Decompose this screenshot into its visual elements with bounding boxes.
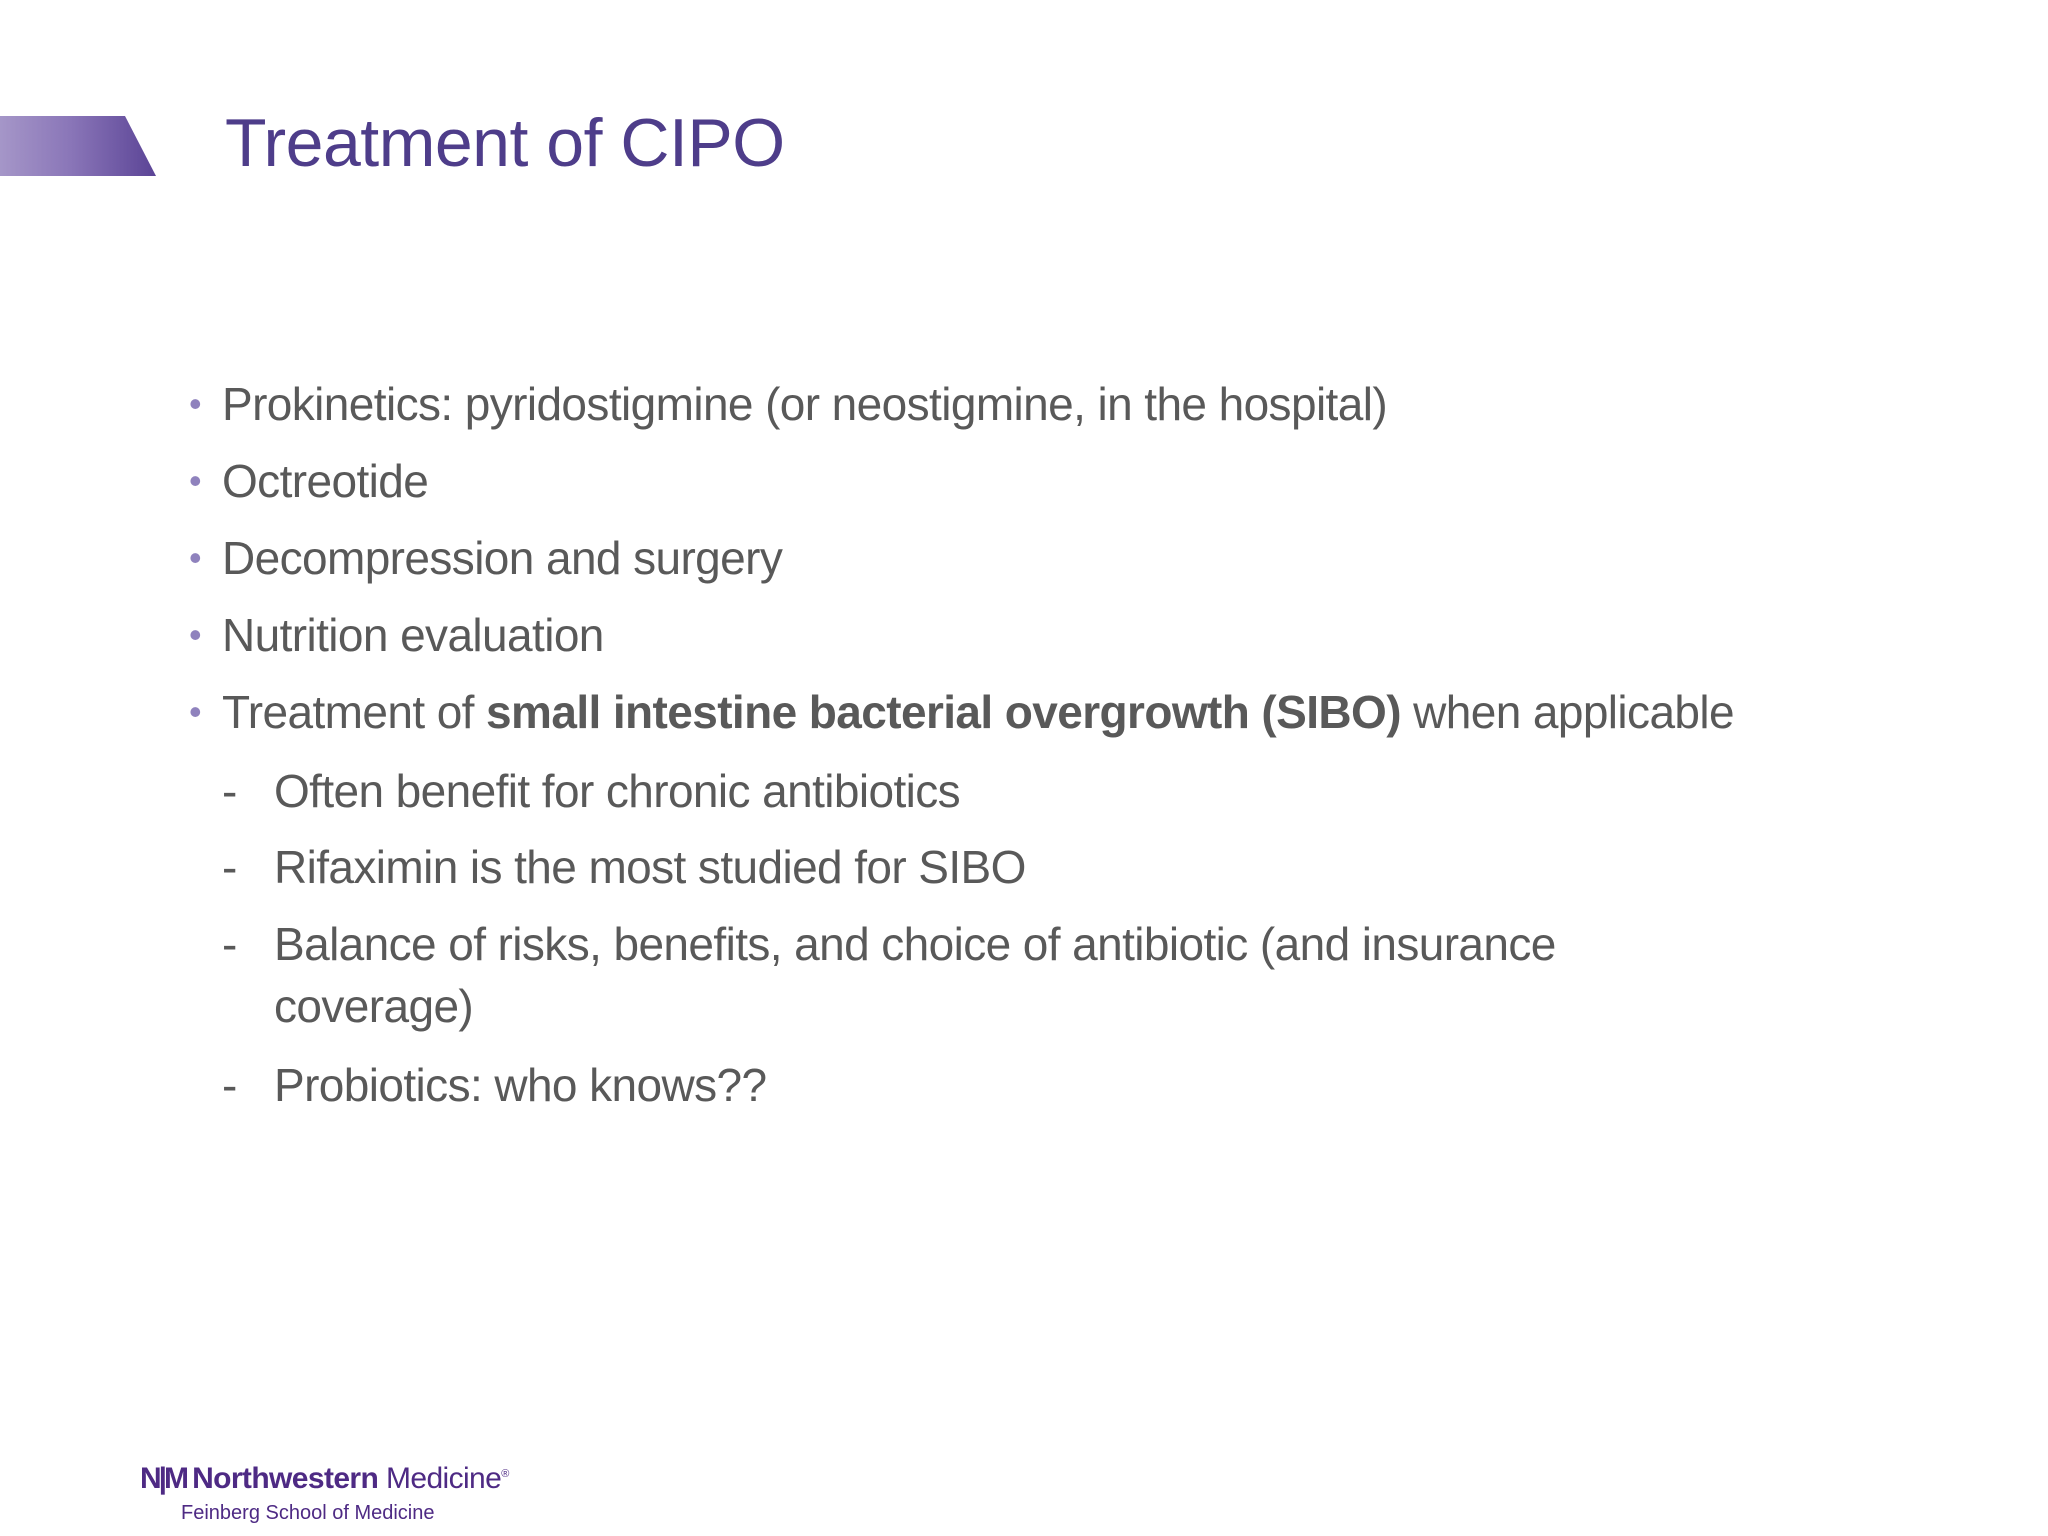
bullet-text: Decompression and surgery (222, 532, 783, 584)
sub-bullet-item (222, 760, 1674, 822)
bullet-text-bold: small intestine bacterial overgrowth (SIBO) (486, 686, 1401, 738)
sub-bullet-text: Often benefit for chronic antibiotics (274, 765, 961, 817)
bullet-icon: • (188, 383, 201, 424)
sub-bullet-text: Balance of risks, benefits, and choice of antibiotic (and insurance coverage) (274, 918, 1556, 1032)
bullet-text-prefix: Treatment of (222, 686, 487, 738)
logo-wordmark (140, 1462, 509, 1496)
bullet-text-suffix: when applicable (1400, 686, 1735, 738)
northwestern-medicine-logo (140, 1462, 540, 1532)
dash-icon: - (222, 765, 237, 817)
bullet-text: Octreotide (222, 455, 429, 507)
sub-bullet-item (222, 836, 1674, 898)
dash-icon: - (222, 918, 237, 970)
sub-bullet-text: Rifaximin is the most studied for SIBO (274, 841, 1026, 893)
nm-monogram-icon: N|M (140, 1462, 187, 1495)
bullet-icon: • (188, 614, 201, 655)
sub-bullet-item (222, 1054, 1674, 1116)
dash-icon: - (222, 841, 237, 893)
bullet-item (188, 453, 429, 509)
bullet-text: Prokinetics: pyridostigmine (or neostigmine, in the hospital) (222, 378, 1388, 430)
dash-icon: - (222, 1059, 237, 1111)
logo-name-regular: Medicine (378, 1462, 502, 1495)
bullet-text: Nutrition evaluation (222, 609, 604, 661)
logo-name-bold: Northwestern (192, 1462, 379, 1495)
bullet-icon: • (188, 537, 201, 578)
sub-bullet-text: Probiotics: who knows?? (274, 1059, 767, 1111)
bullet-item (188, 376, 1388, 432)
slide-title: Treatment of CIPO (225, 105, 785, 181)
bullet-icon: • (188, 460, 201, 501)
registered-mark: ® (501, 1468, 509, 1480)
bullet-item (188, 684, 1735, 740)
sub-bullet-item (222, 913, 1674, 1037)
bullet-icon: • (188, 691, 201, 732)
bullet-item (188, 530, 783, 586)
title-accent-bar (0, 116, 156, 176)
bullet-item (188, 607, 604, 663)
logo-subtitle: Feinberg School of Medicine (181, 1502, 435, 1524)
